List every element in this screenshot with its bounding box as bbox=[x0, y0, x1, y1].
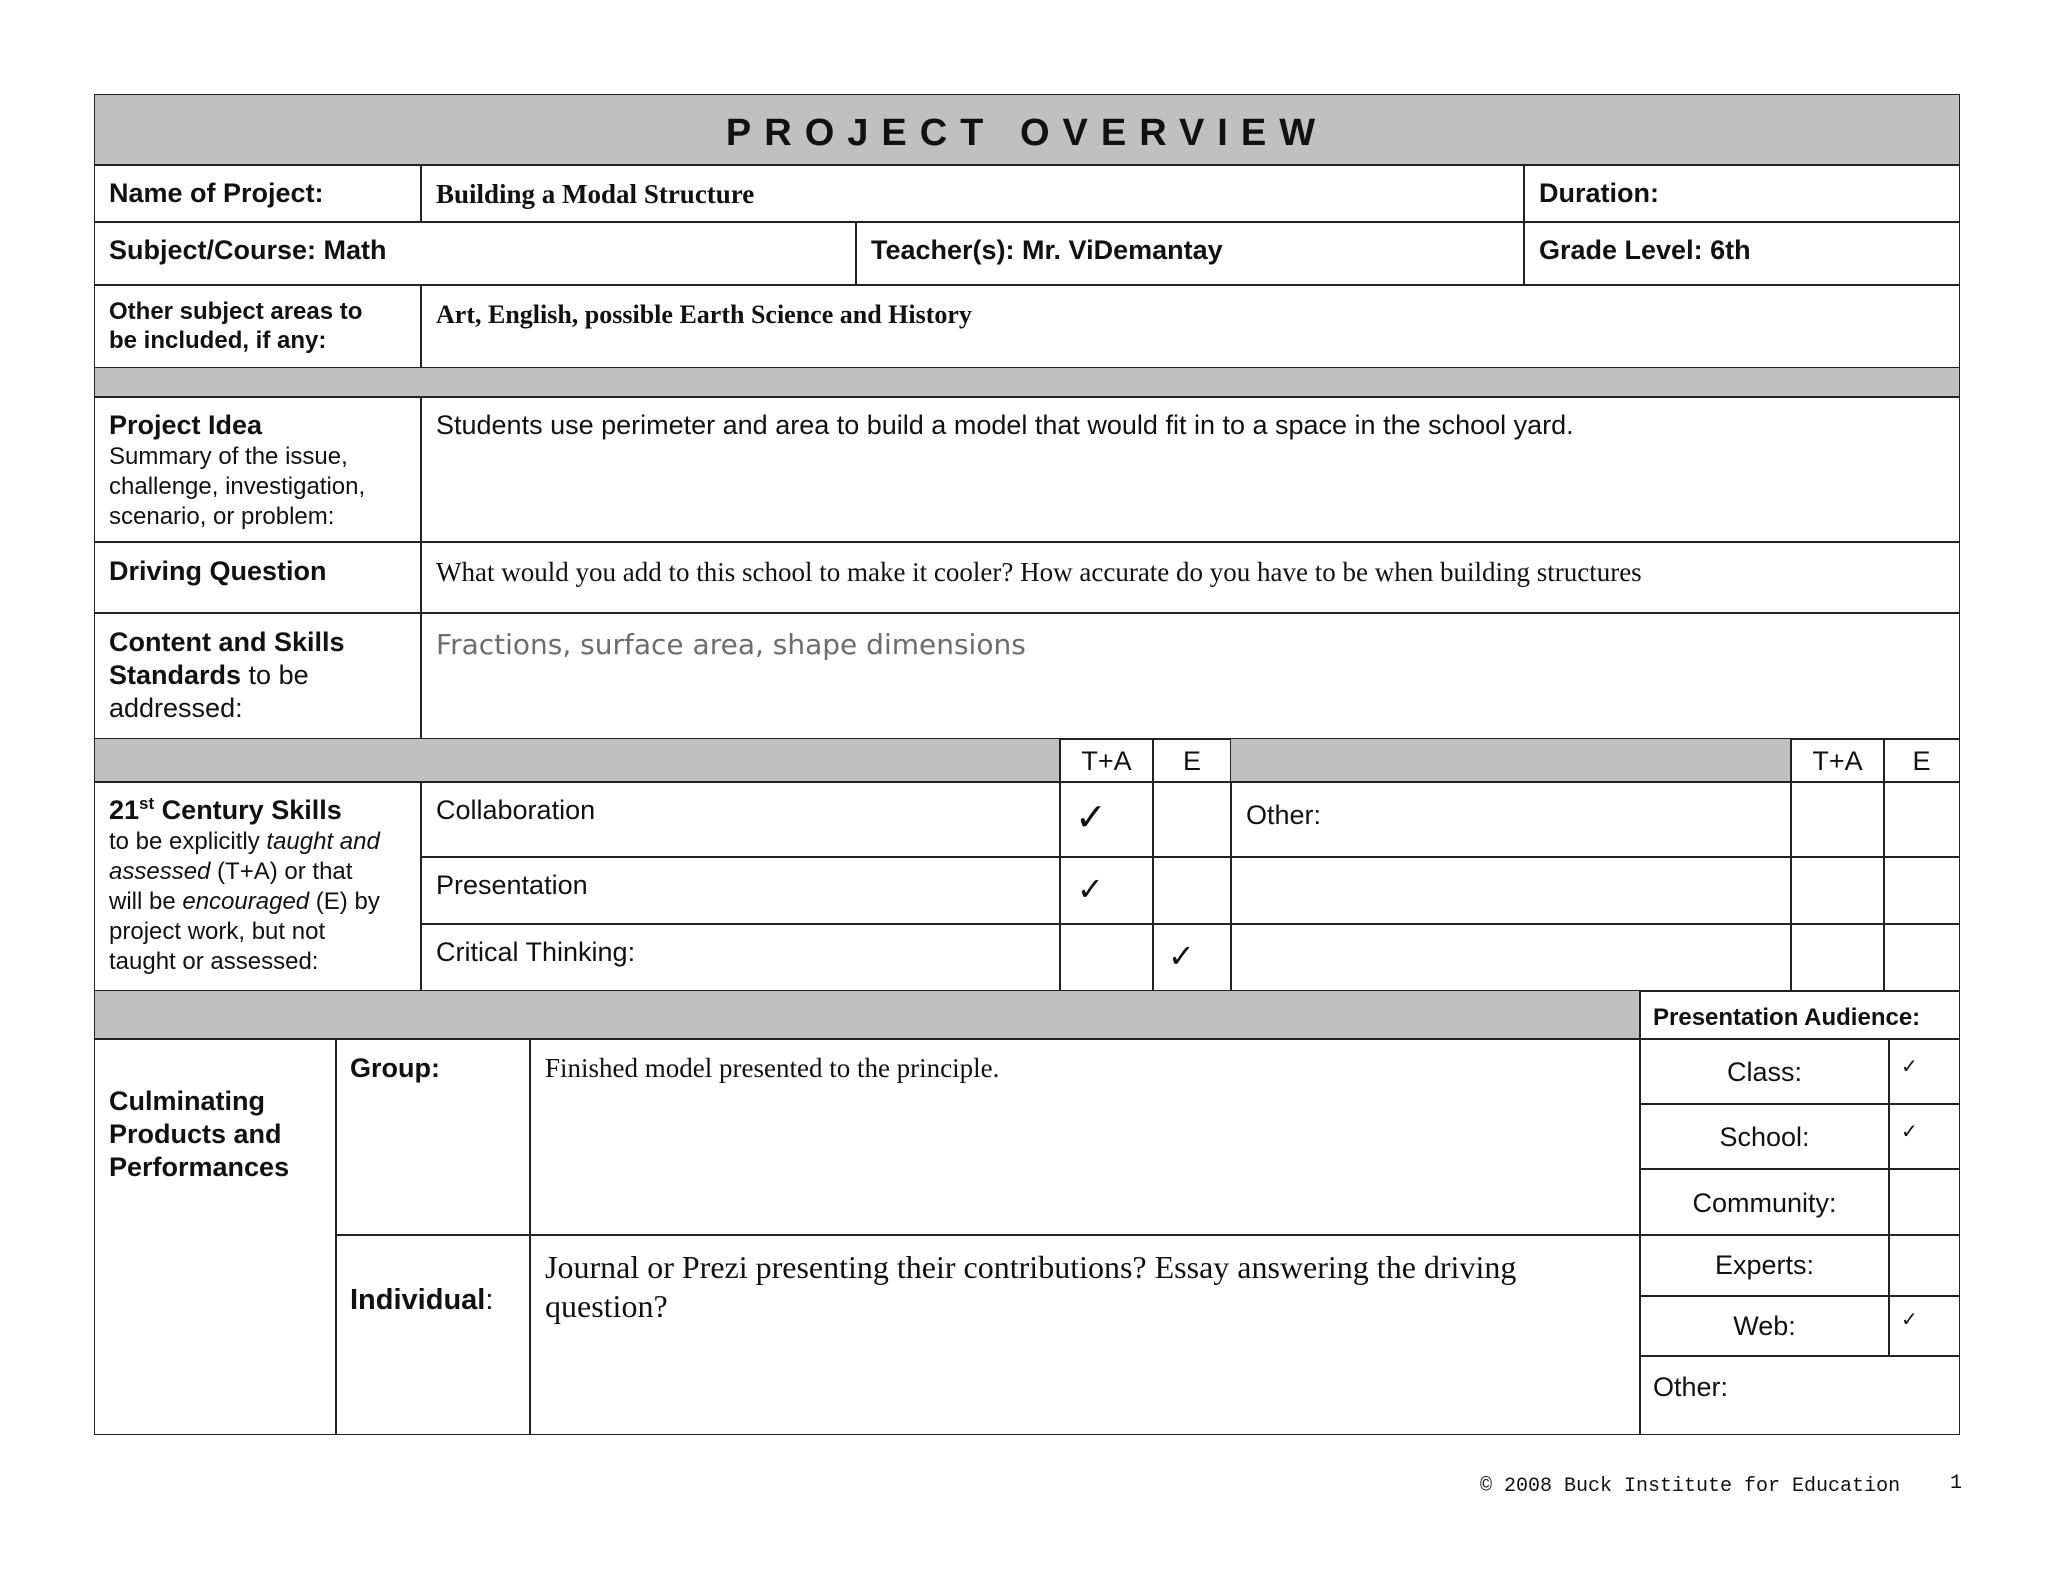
individual-label-cell bbox=[335, 1234, 531, 1435]
driving-question-label: Driving Question bbox=[109, 556, 327, 586]
century-line-1 bbox=[109, 828, 380, 856]
collaboration-ta-check-icon: ✓ bbox=[1075, 795, 1107, 839]
century-sup: st bbox=[139, 794, 155, 813]
content-skills-label-2-bold: Standards bbox=[109, 660, 242, 690]
other-subjects-value[interactable]: Art, English, possible Earth Science and History bbox=[436, 300, 972, 329]
skill-row-3-ta-cell[interactable] bbox=[1059, 923, 1154, 992]
other-skill-row-3-cell bbox=[1230, 923, 1792, 992]
e-header: E bbox=[1182, 746, 1201, 776]
audience-experts-check-cell[interactable] bbox=[1888, 1234, 1960, 1297]
individual-label bbox=[350, 1284, 493, 1317]
skill-row-1-e-cell[interactable] bbox=[1152, 781, 1232, 858]
skill-collaboration: Collaboration bbox=[436, 795, 596, 825]
skills-header-gray-left bbox=[94, 738, 1061, 783]
footer-page-number: 1 bbox=[1950, 1472, 1963, 1495]
skill-critical-thinking: Critical Thinking: bbox=[436, 937, 636, 967]
ta-header-2: T+A bbox=[1812, 746, 1863, 776]
project-idea-value[interactable]: Students use perimeter and area to build a model that would fit in to a space in the school yard. bbox=[436, 410, 1574, 440]
culminating-label-3: Performances bbox=[109, 1152, 290, 1182]
name-of-project-value[interactable]: Building a Modal Structure bbox=[436, 179, 755, 209]
grade-level[interactable]: Grade Level: 6th bbox=[1539, 235, 1751, 265]
group-label: Group: bbox=[350, 1053, 440, 1083]
presentation-ta-check-icon: ✓ bbox=[1077, 870, 1104, 908]
teachers[interactable]: Teacher(s): Mr. ViDemantay bbox=[871, 235, 1223, 265]
divider-bar-1 bbox=[94, 367, 1960, 398]
audience-class-check-cell[interactable] bbox=[1888, 1038, 1960, 1105]
individual-value-line-2[interactable]: question? bbox=[545, 1288, 668, 1324]
footer-copyright: © 2008 Buck Institute for Education bbox=[1480, 1475, 1901, 1498]
other-skill-row-2-e[interactable] bbox=[1883, 856, 1960, 925]
century-line-3a: will be bbox=[109, 888, 183, 915]
other-skill-row-2-ta[interactable] bbox=[1790, 856, 1885, 925]
presentation-audience-header: Presentation Audience: bbox=[1653, 1004, 1921, 1031]
audience-other: Other: bbox=[1653, 1372, 1729, 1402]
other-skill-row-3-ta[interactable] bbox=[1790, 923, 1885, 992]
project-idea-sub-3: scenario, or problem: bbox=[109, 503, 335, 530]
content-skills-label-2-rest: to be bbox=[241, 660, 309, 690]
other-subjects-label-2: be included, if any: bbox=[109, 327, 327, 354]
duration-label: Duration: bbox=[1539, 178, 1659, 208]
skills-header-gray-right bbox=[1230, 738, 1792, 783]
audience-school-check-cell[interactable] bbox=[1888, 1103, 1960, 1170]
century-line-5: taught or assessed: bbox=[109, 948, 319, 975]
century-line-4: project work, but not bbox=[109, 918, 326, 945]
culminating-header-gray bbox=[94, 990, 1641, 1040]
other-skill-row-2-cell bbox=[1230, 856, 1792, 925]
content-skills-label-3: addressed: bbox=[109, 693, 243, 723]
century-line-3b: encouraged bbox=[182, 888, 310, 915]
subject-course[interactable]: Subject/Course: Math bbox=[109, 235, 387, 265]
other-skill-row-3-e[interactable] bbox=[1883, 923, 1960, 992]
century-line-1b: taught and bbox=[266, 828, 380, 855]
century-line-2 bbox=[109, 858, 352, 886]
century-line-2b: (T+A) or that bbox=[210, 858, 353, 885]
skill-row-2-e-cell[interactable] bbox=[1152, 856, 1232, 925]
skill-row-2-ta-cell[interactable] bbox=[1059, 856, 1154, 925]
individual-value-line-1[interactable]: Journal or Prezi presenting their contributions? Essay answering the driving bbox=[545, 1249, 1517, 1285]
skill-presentation: Presentation bbox=[436, 870, 588, 900]
culminating-label-1: Culminating bbox=[109, 1086, 265, 1116]
other-skill-row-1-e[interactable] bbox=[1883, 781, 1960, 858]
group-value[interactable]: Finished model presented to the principle. bbox=[545, 1053, 1000, 1083]
critical-thinking-e-check-icon: ✓ bbox=[1168, 937, 1195, 975]
individual-label-text: Individual bbox=[350, 1284, 486, 1316]
other-skill-row-1-ta[interactable] bbox=[1790, 781, 1885, 858]
century-line-3 bbox=[109, 888, 380, 916]
project-idea-sub-2: challenge, investigation, bbox=[109, 473, 366, 500]
century-line-1a: to be explicitly bbox=[109, 828, 267, 855]
audience-web-check-cell[interactable] bbox=[1888, 1295, 1960, 1357]
culminating-label-2: Products and bbox=[109, 1119, 282, 1149]
e-header-2: E bbox=[1912, 746, 1931, 776]
audience-community: Community: bbox=[1692, 1188, 1837, 1218]
other-subjects-label-1: Other subject areas to bbox=[109, 298, 363, 325]
audience-community-check-cell[interactable] bbox=[1888, 1168, 1960, 1236]
project-idea-sub-1: Summary of the issue, bbox=[109, 443, 348, 470]
page-title: PROJECT OVERVIEW bbox=[725, 112, 1329, 154]
content-skills-label-2 bbox=[109, 660, 309, 691]
other-skill-label: Other: bbox=[1246, 800, 1322, 830]
audience-school: School: bbox=[1719, 1122, 1810, 1152]
project-idea-label: Project Idea bbox=[109, 410, 263, 440]
content-skills-value[interactable]: Fractions, surface area, shape dimensions bbox=[436, 628, 1026, 661]
individual-label-colon: : bbox=[485, 1284, 494, 1316]
audience-experts: Experts: bbox=[1714, 1250, 1815, 1280]
web-check-icon: ✓ bbox=[1901, 1307, 1918, 1331]
class-check-icon: ✓ bbox=[1901, 1054, 1918, 1078]
name-of-project-label: Name of Project: bbox=[109, 178, 324, 208]
century-num: 21 bbox=[109, 795, 140, 825]
century-rest: Century Skills bbox=[154, 795, 342, 825]
century-line-3c: (E) by bbox=[309, 888, 380, 915]
content-skills-label-1: Content and Skills bbox=[109, 627, 345, 657]
ta-header: T+A bbox=[1081, 746, 1132, 776]
audience-class: Class: bbox=[1726, 1057, 1802, 1087]
driving-question-value[interactable]: What would you add to this school to make it cooler? How accurate do you have to be when building structures bbox=[436, 557, 1642, 587]
audience-web: Web: bbox=[1733, 1311, 1796, 1341]
century-skills-title bbox=[109, 794, 342, 826]
school-check-icon: ✓ bbox=[1901, 1119, 1918, 1143]
century-line-2a: assessed bbox=[109, 858, 211, 885]
